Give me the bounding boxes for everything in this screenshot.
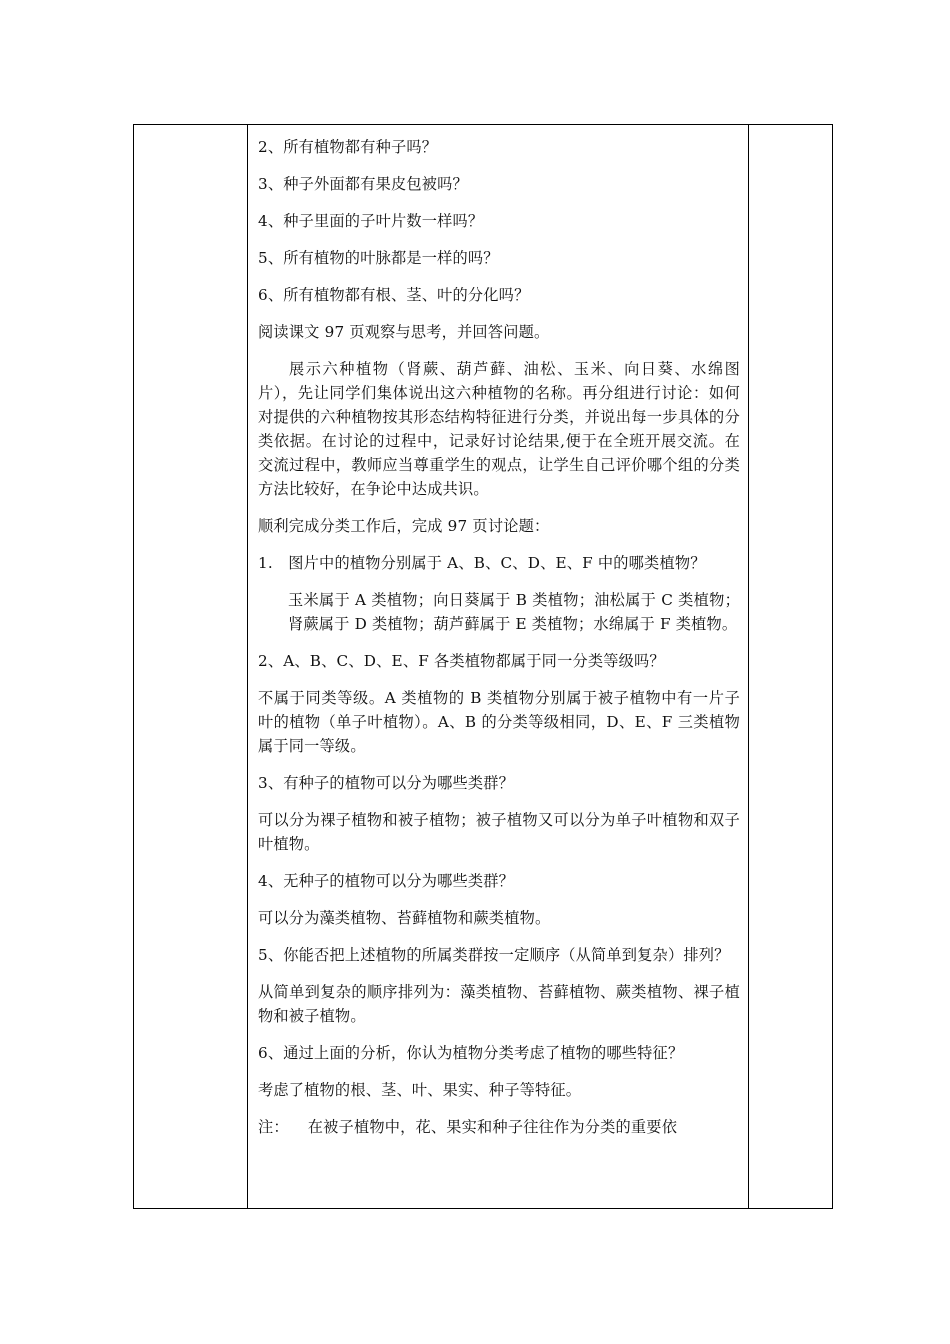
discussion-question: 1. 图片中的植物分别属于 A、B、C、D、E、F 中的哪类植物？ (258, 554, 706, 572)
reading-instruction: 阅读课文 97 页观察与思考，并回答问题。 (258, 323, 550, 341)
note-text: 在被子植物中，花、果实和种子往往作为分类的重要依 (307, 1118, 678, 1136)
discussion-answer: 玉米属于 A 类植物；向日葵属于 B 类植物；油松属于 C 类植物；肾蕨属于 D 类植物；葫芦藓属于 E 类植物；水绵属于 F 类植物。 (288, 591, 740, 633)
note-line (258, 1115, 740, 1139)
discussion-question: 2、A、B、C、D、E、F 各类植物都属于同一分类等级吗？ (258, 652, 665, 670)
table-column-divider-left (247, 125, 248, 1208)
discussion-intro: 顺利完成分类工作后，完成 97 页讨论题： (258, 517, 550, 535)
question-line: 6、所有植物都有根、茎、叶的分化吗？ (258, 286, 530, 304)
activity-paragraph: 展示六种植物（肾蕨、葫芦藓、油松、玉米、向日葵、水绵图片），先让同学们集体说出这六种植物的名称。再分组进行讨论：如何对提供的六种植物按其形态结构特征进行分类，并说出每一步具体的分类依据。在讨论的过程中，记录好讨论结果,便于在全班开展交流。在交流过程中，教师应当尊重学生的观点，让学生自己评价哪个组的分类方法比较好，在争论中达成共识。 (258, 360, 740, 498)
discussion-question: 3、有种子的植物可以分为哪些类群？ (258, 774, 515, 792)
discussion-answer: 可以分为裸子植物和被子植物；被子植物又可以分为单子叶植物和双子叶植物。 (258, 811, 740, 853)
discussion-question: 5、你能否把上述植物的所属类群按一定顺序（从简单到复杂）排列？ (258, 946, 730, 964)
discussion-answer: 不属于同类等级。A 类植物的 B 类植物分别属于被子植物中有一片子叶的植物（单子叶植物）。A、B 的分类等级相同，D、E、F 三类植物属于同一等级。 (258, 689, 740, 755)
question-line: 2、所有植物都有种子吗？ (258, 138, 438, 156)
question-line: 5、所有植物的叶脉都是一样的吗？ (258, 249, 499, 267)
discussion-question: 4、无种子的植物可以分为哪些类群？ (258, 872, 515, 890)
table-column-divider-right (748, 125, 749, 1208)
note-label: 注： (258, 1118, 289, 1136)
question-line: 4、种子里面的子叶片数一样吗？ (258, 212, 484, 230)
lesson-content-cell (258, 135, 740, 1139)
question-line: 3、种子外面都有果皮包被吗？ (258, 175, 468, 193)
discussion-question: 6、通过上面的分析，你认为植物分类考虑了植物的哪些特征？ (258, 1044, 684, 1062)
discussion-answer: 考虑了植物的根、茎、叶、果实、种子等特征。 (258, 1081, 582, 1099)
discussion-answer: 从简单到复杂的顺序排列为：藻类植物、苔藓植物、蕨类植物、裸子植物和被子植物。 (258, 983, 740, 1025)
lesson-table (133, 124, 833, 1209)
discussion-answer: 可以分为藻类植物、苔藓植物和蕨类植物。 (258, 909, 551, 927)
